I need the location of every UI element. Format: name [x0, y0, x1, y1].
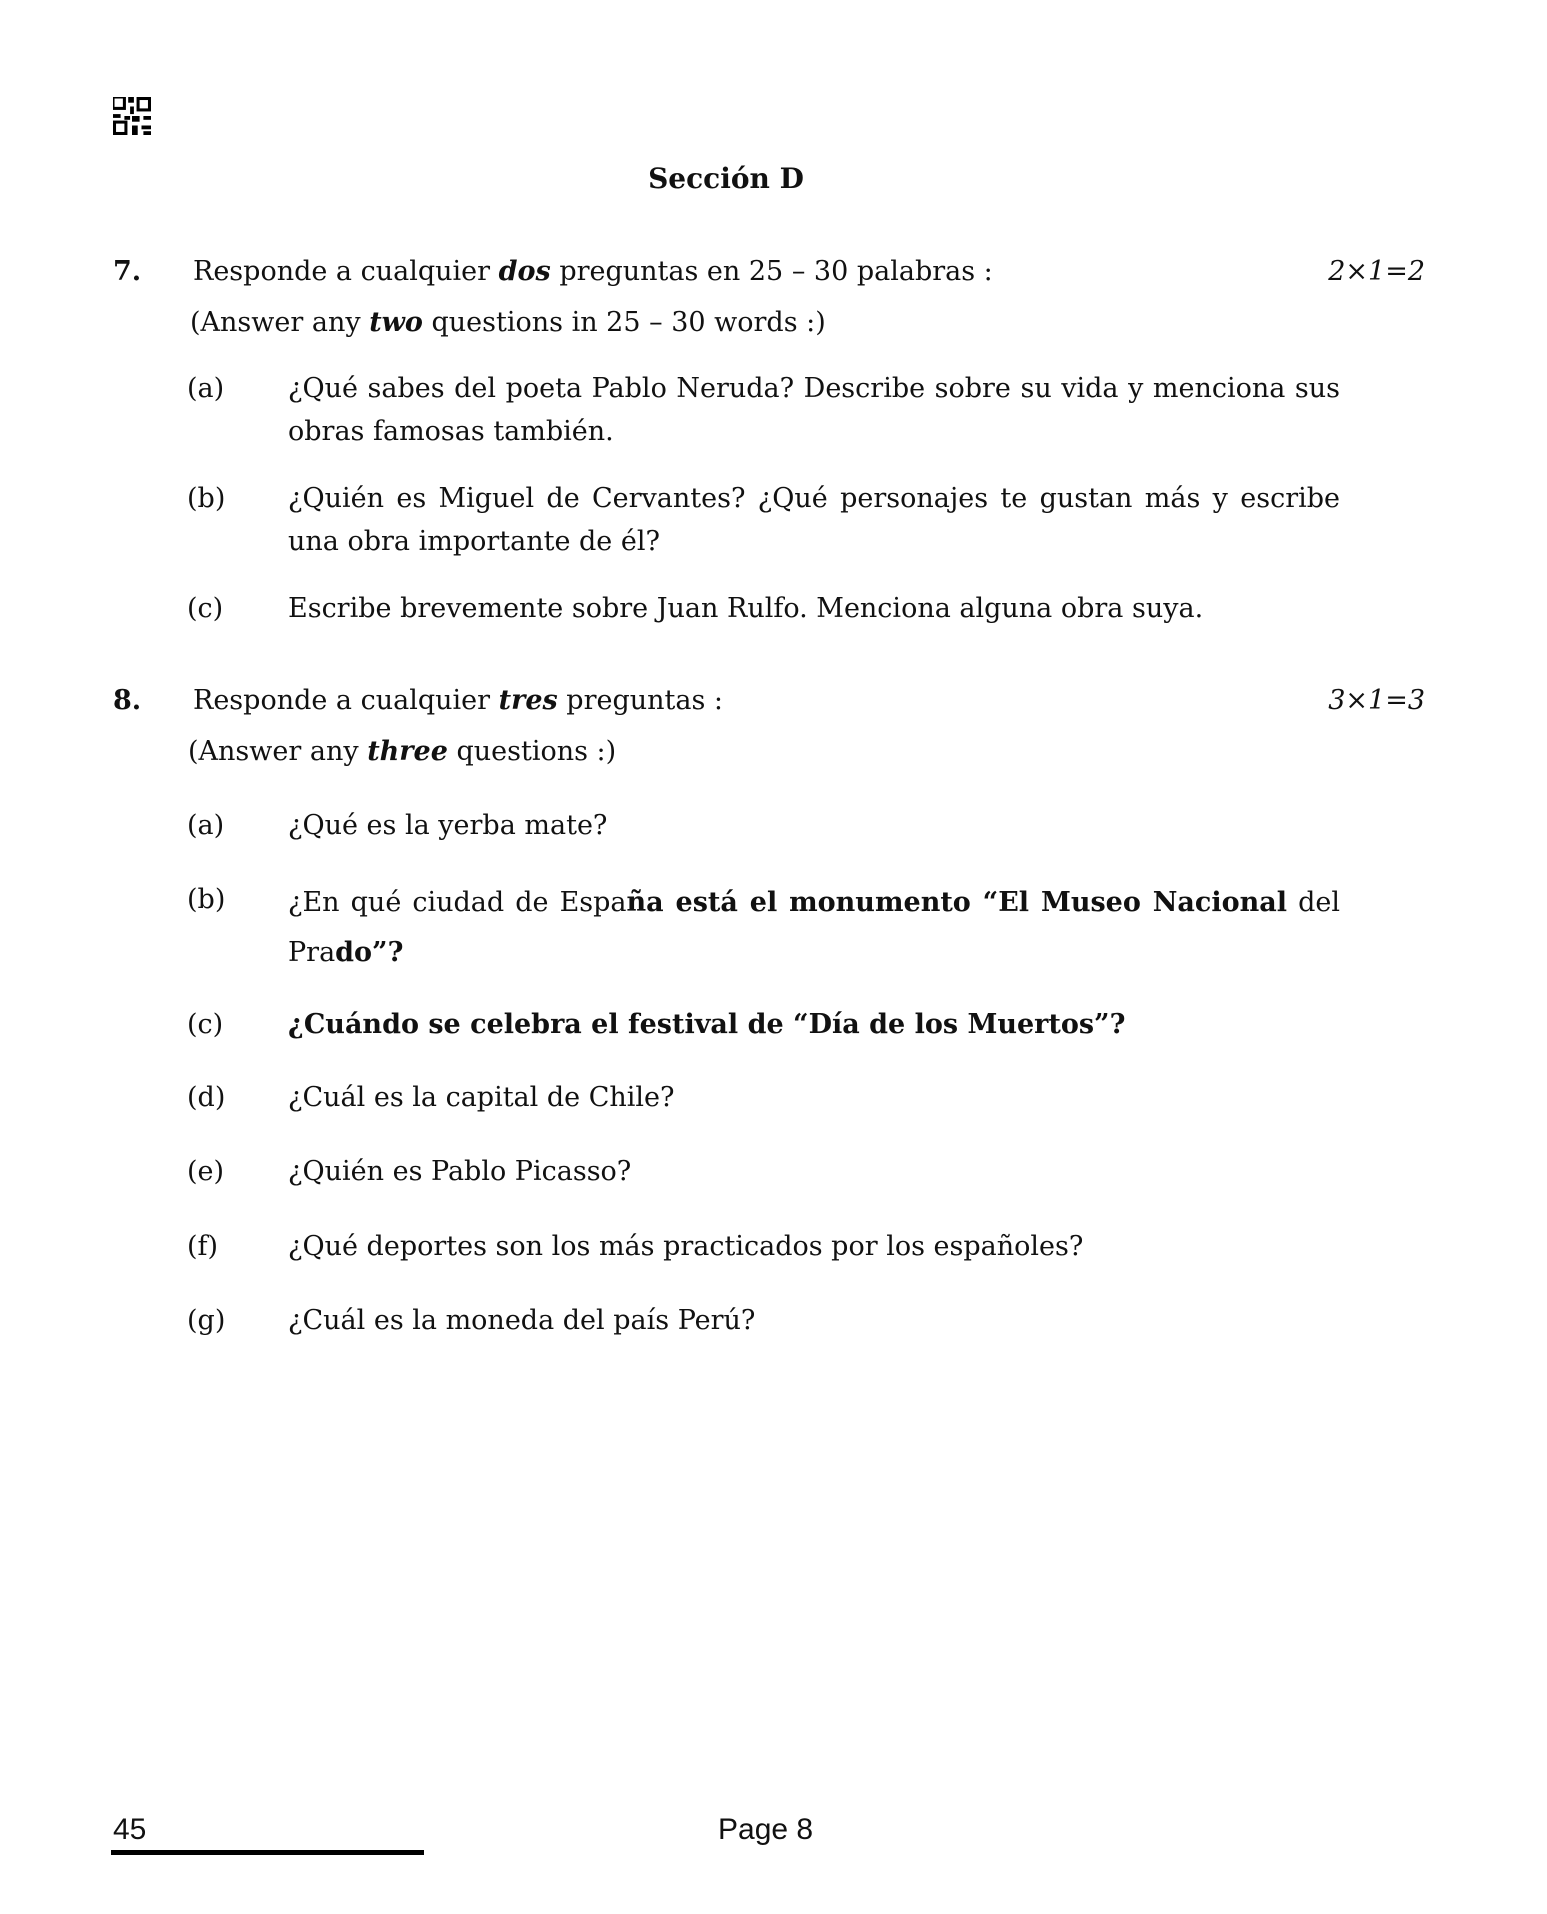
item-label: (d)	[187, 1082, 226, 1113]
question-item: ¿Quién es Pablo Picasso?	[288, 1156, 632, 1187]
question-marks: 2×1=2	[1328, 256, 1425, 287]
question-item: ¿Qué deportes son los más practicados por los españoles?	[288, 1231, 1084, 1262]
question-marks: 3×1=3	[1328, 685, 1425, 716]
question-item: ¿Cuál es la moneda del país Perú?	[288, 1305, 756, 1336]
qr-code-icon	[113, 97, 151, 135]
question-number: 7.	[113, 256, 142, 287]
question-item: ¿Qué es la yerba mate?	[288, 810, 608, 841]
page-number: Page 8	[718, 1813, 814, 1846]
item-label: (e)	[187, 1156, 225, 1187]
item-label: (b)	[187, 483, 226, 514]
question-number: 8.	[113, 685, 142, 716]
item-label: (g)	[187, 1305, 226, 1336]
item-label: (a)	[187, 810, 225, 841]
question-item: Escribe brevemente sobre Juan Rulfo. Menciona alguna obra suya.	[288, 593, 1204, 624]
item-label: (f)	[187, 1231, 219, 1262]
question-instruction-es: Responde a cualquier tres preguntas :	[193, 685, 724, 716]
question-item: ¿Quién es Miguel de Cervantes? ¿Qué personajes te gustan más y escribe una obra importante de él?	[288, 483, 1340, 557]
question-item: ¿Qué sabes del poeta Pablo Neruda? Describe sobre su vida y menciona sus obras famosas también.	[288, 373, 1340, 447]
question-item: ¿En qué ciudad de España está el monumento “El Museo Nacional del Prado”?	[288, 887, 1340, 968]
question-instruction-es: Responde a cualquier dos preguntas en 25 – 30 palabras :	[193, 256, 993, 287]
question-item: ¿Cuándo se celebra el festival de “Día de los Muertos”?	[288, 1009, 1126, 1040]
question-instruction-en: (Answer any three questions :)	[188, 736, 617, 767]
item-label: (c)	[187, 1009, 224, 1040]
item-label: (a)	[187, 373, 225, 404]
footer-rule	[111, 1850, 424, 1855]
question-item: ¿Cuál es la capital de Chile?	[288, 1082, 675, 1113]
item-label: (b)	[187, 884, 226, 915]
item-label: (c)	[187, 593, 224, 624]
paper-code: 45	[113, 1813, 147, 1846]
question-instruction-en: (Answer any two questions in 25 – 30 words :)	[190, 307, 826, 338]
section-title: Sección D	[648, 162, 804, 195]
